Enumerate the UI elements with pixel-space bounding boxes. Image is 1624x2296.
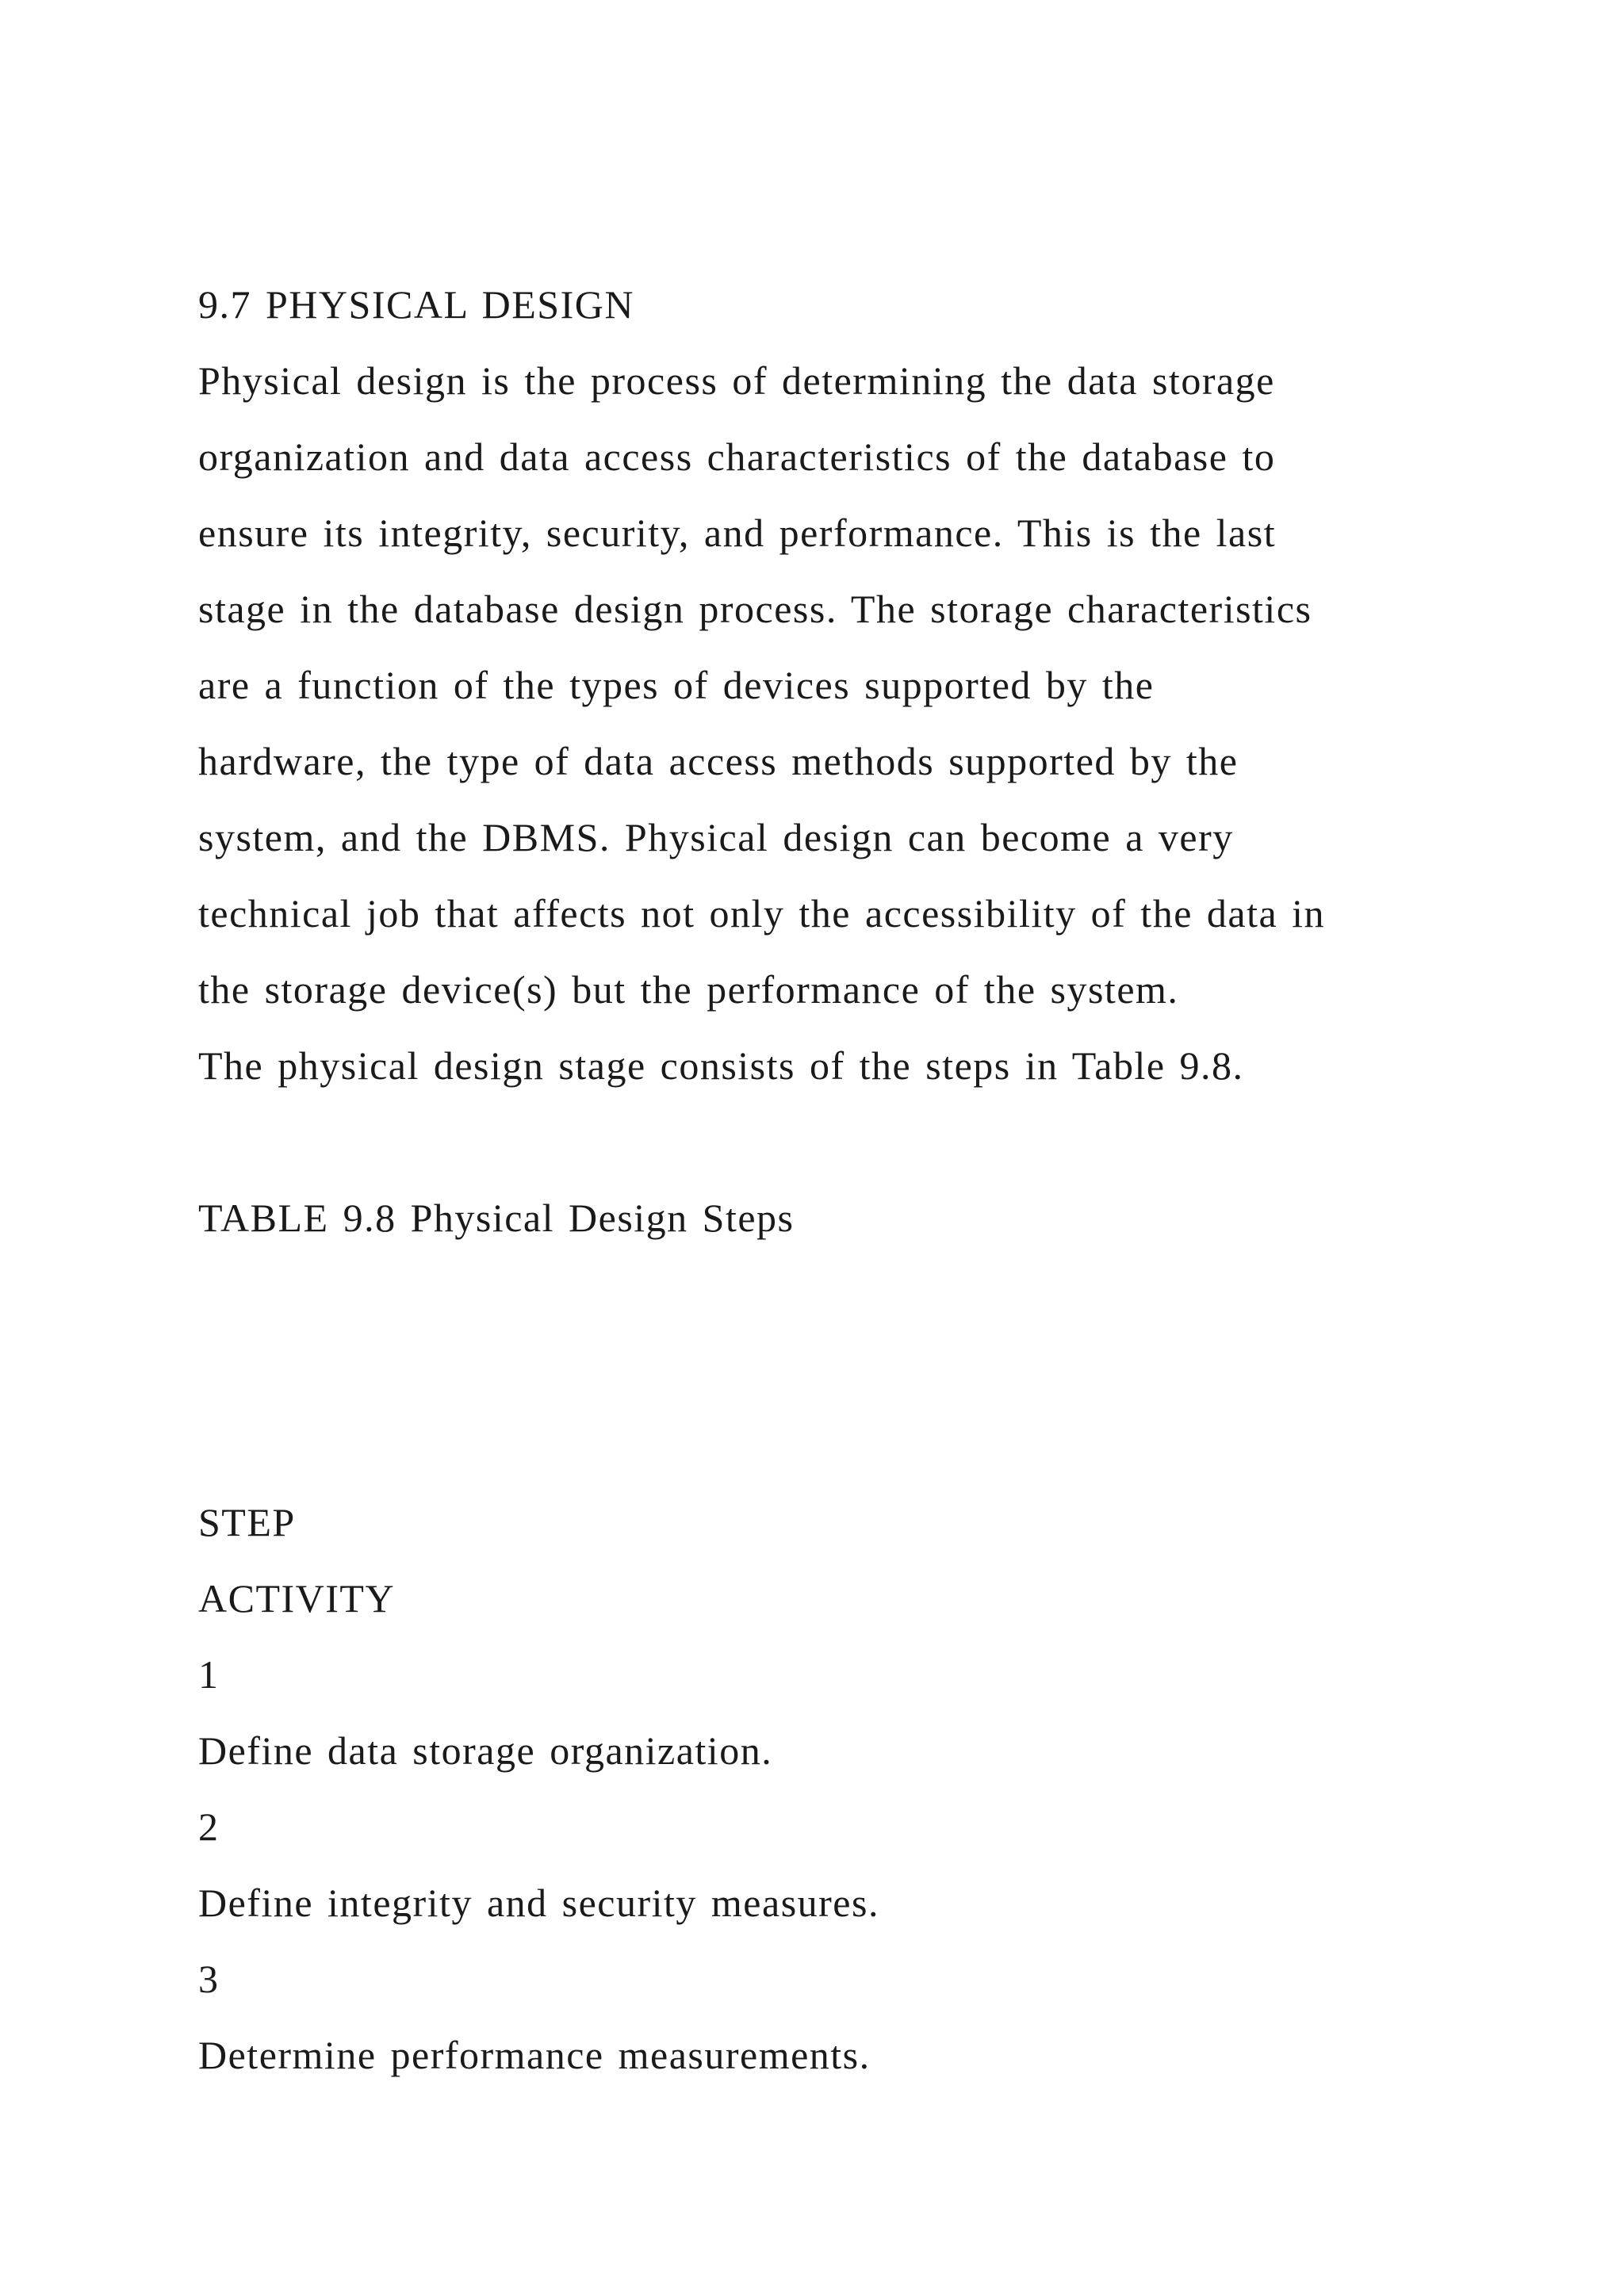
table-cell-step: 2 bbox=[198, 1804, 220, 1849]
paragraph-line: The physical design stage consists of the steps in Table 9.8. bbox=[198, 1043, 1244, 1088]
table-cell-activity: Define data storage organization. bbox=[198, 1728, 773, 1773]
paragraph-line: the storage device(s) but the performance of the system. bbox=[198, 967, 1179, 1012]
section-heading: 9.7 PHYSICAL DESIGN bbox=[198, 282, 634, 327]
paragraph-line: system, and the DBMS. Physical design can become a very bbox=[198, 815, 1234, 859]
paragraph-line: technical job that affects not only the accessibility of the data in bbox=[198, 891, 1326, 936]
steps-table bbox=[198, 1484, 1546, 2093]
paragraph-line: are a function of the types of devices supported by the bbox=[198, 663, 1155, 707]
table-cell-step: 1 bbox=[198, 1652, 220, 1697]
paragraph-line: organization and data access characteristics of the database to bbox=[198, 434, 1276, 479]
table-cell-activity: Define integrity and security measures. bbox=[198, 1881, 879, 1925]
table-header-activity: ACTIVITY bbox=[198, 1576, 396, 1621]
section-paragraph bbox=[198, 342, 1546, 1104]
paragraph-line: Physical design is the process of determining the data storage bbox=[198, 358, 1275, 403]
paragraph-line: stage in the database design process. The storage characteristics bbox=[198, 587, 1312, 631]
paragraph-line: ensure its integrity, security, and performance. This is the last bbox=[198, 511, 1277, 555]
paragraph-line: hardware, the type of data access methods supported by the bbox=[198, 739, 1239, 783]
spacer bbox=[198, 1104, 1546, 1180]
table-caption: TABLE 9.8 Physical Design Steps bbox=[198, 1196, 795, 1240]
table-cell-step: 3 bbox=[198, 1957, 220, 2001]
spacer bbox=[198, 1256, 1546, 1484]
table-cell-activity: Determine performance measurements. bbox=[198, 2033, 871, 2077]
table-header-step: STEP bbox=[198, 1500, 296, 1544]
document-page bbox=[198, 266, 1546, 2093]
